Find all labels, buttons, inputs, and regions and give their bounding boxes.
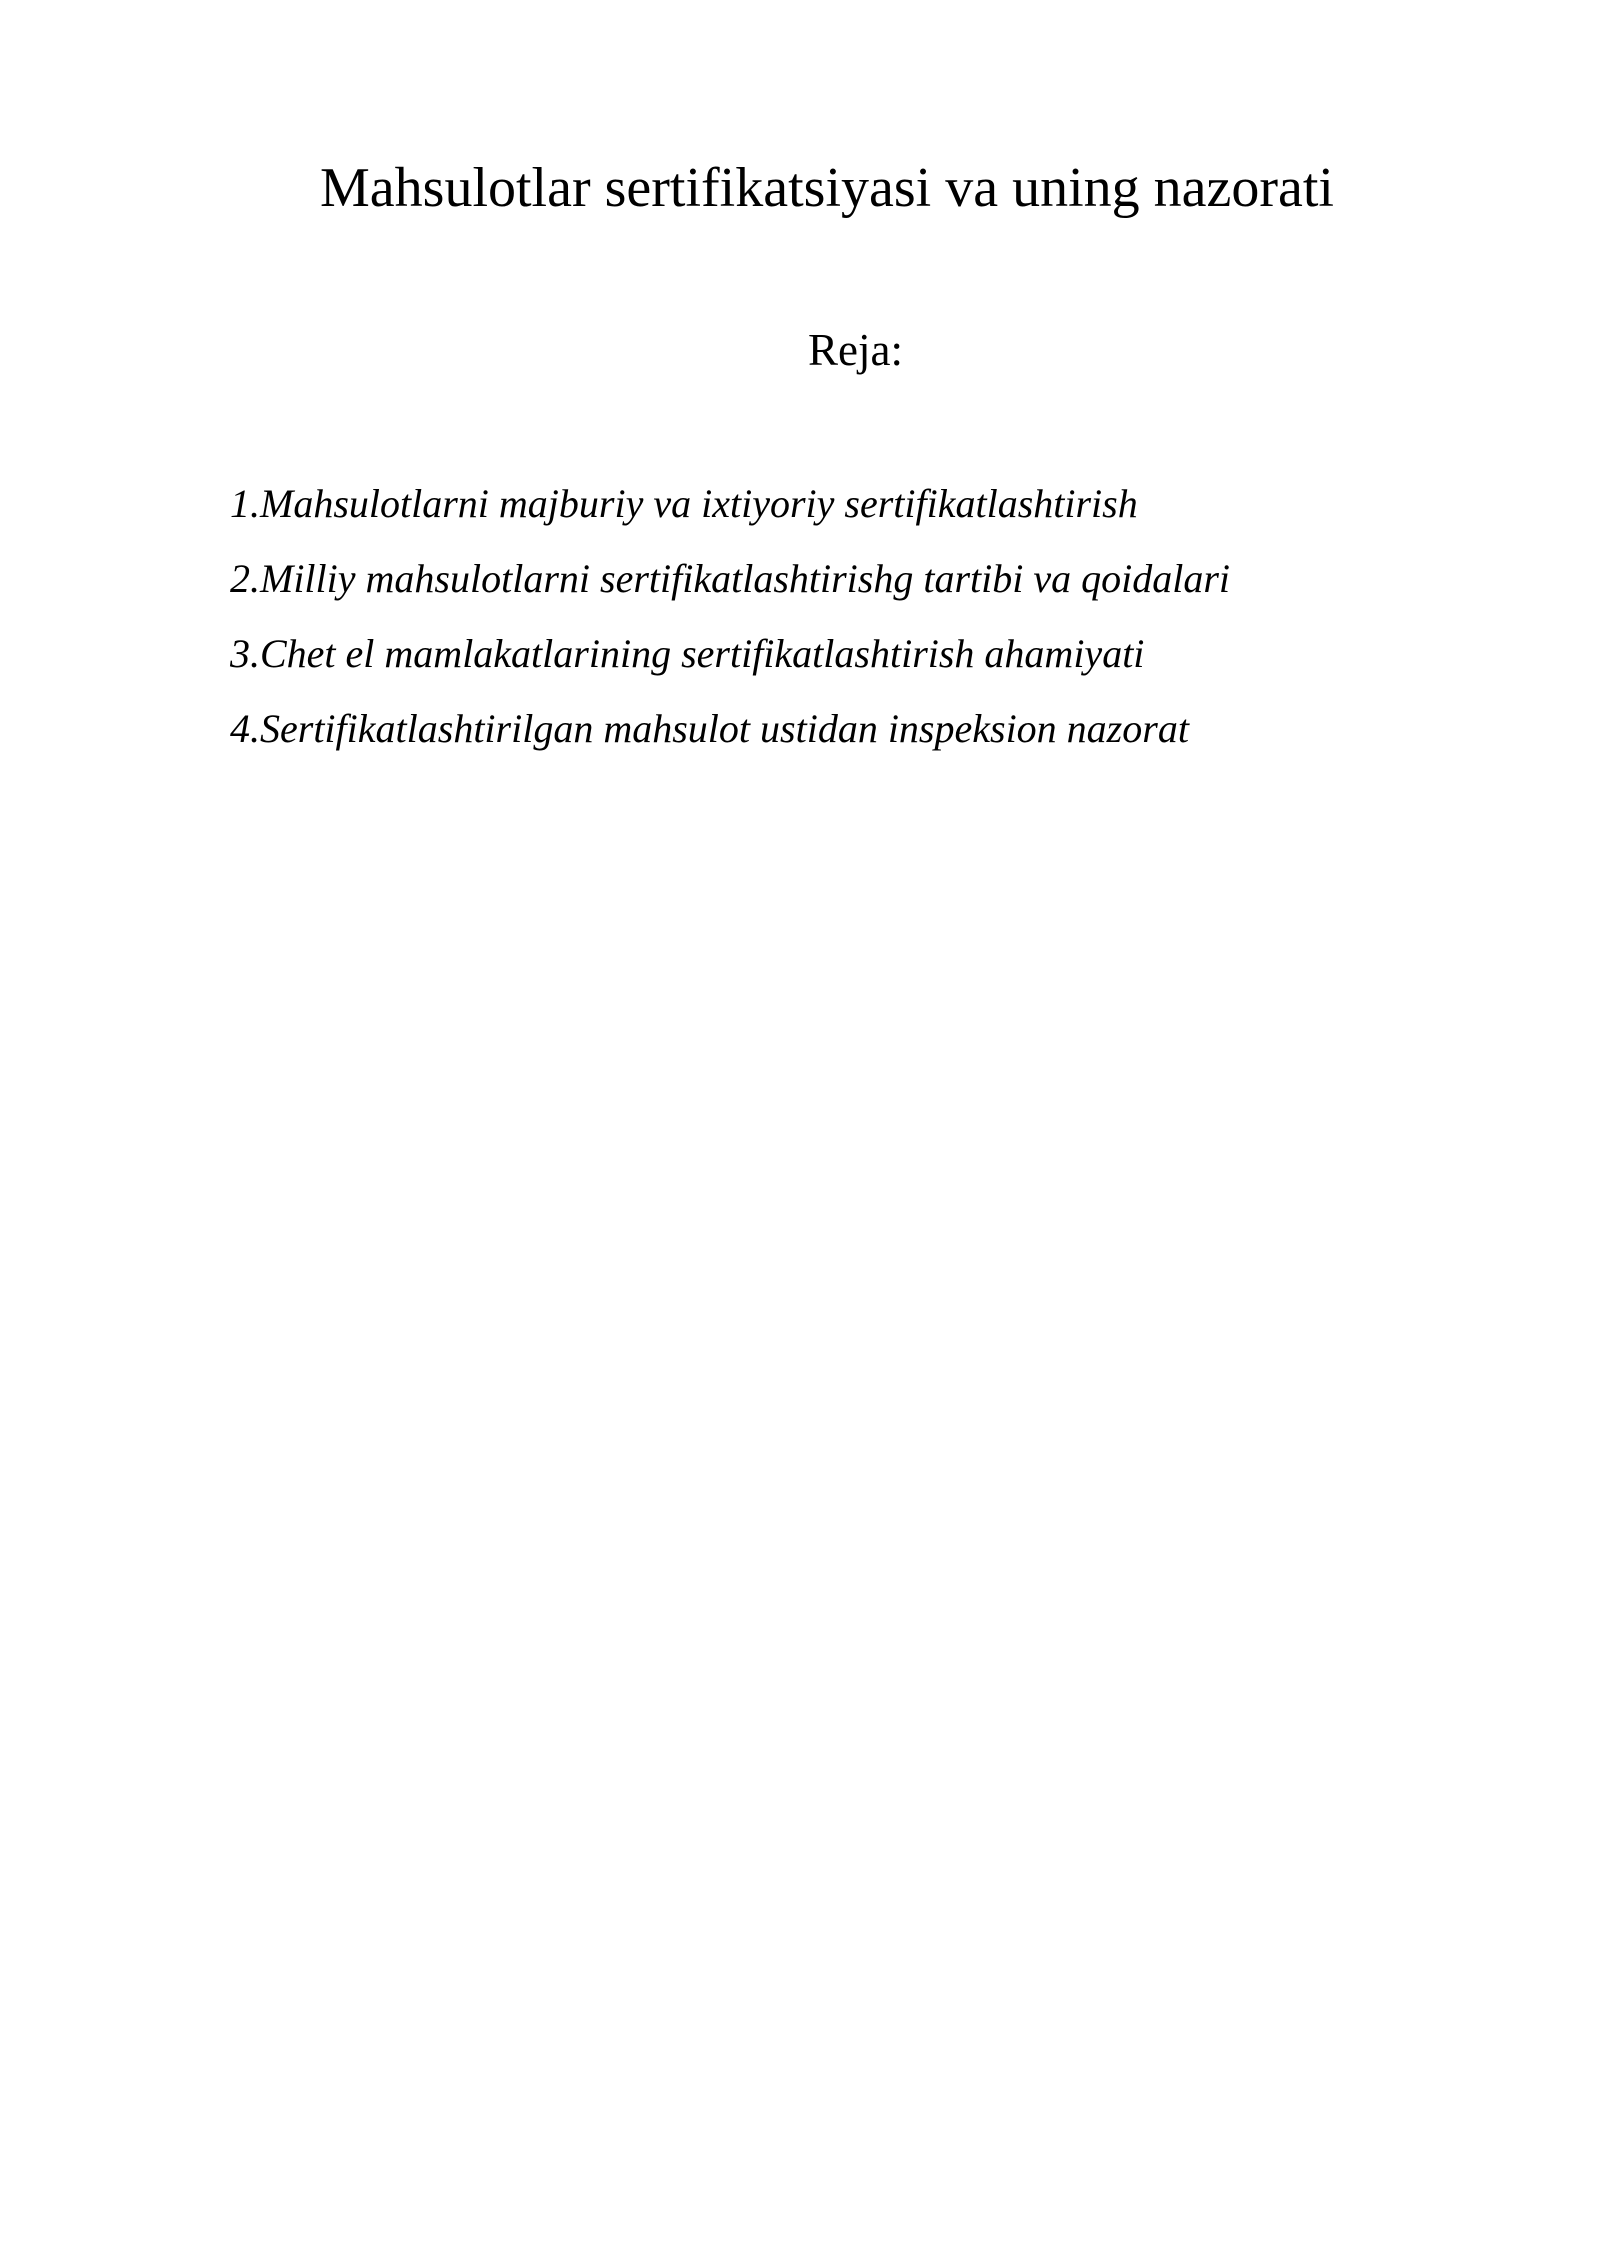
plan-heading: Reja:: [808, 325, 903, 375]
plan-item-2: 2.Milliy mahsulotlarni sertifikatlashtirishg tartibi va qoidalari: [230, 556, 1231, 601]
plan-list: [230, 466, 1230, 766]
plan-item-4: 4.Sertifikatlashtirilgan mahsulot ustidan inspeksion nazorat: [230, 706, 1189, 751]
plan-item-1: 1.Mahsulotlarni majburiy va ixtiyoriy sertifikatlashtirish: [230, 481, 1138, 526]
document-title: Mahsulotlar sertifikatsiyasi va uning nazorati: [320, 157, 1334, 219]
plan-item-3: 3.Chet el mamlakatlarining sertifikatlashtirish ahamiyati: [230, 631, 1145, 676]
